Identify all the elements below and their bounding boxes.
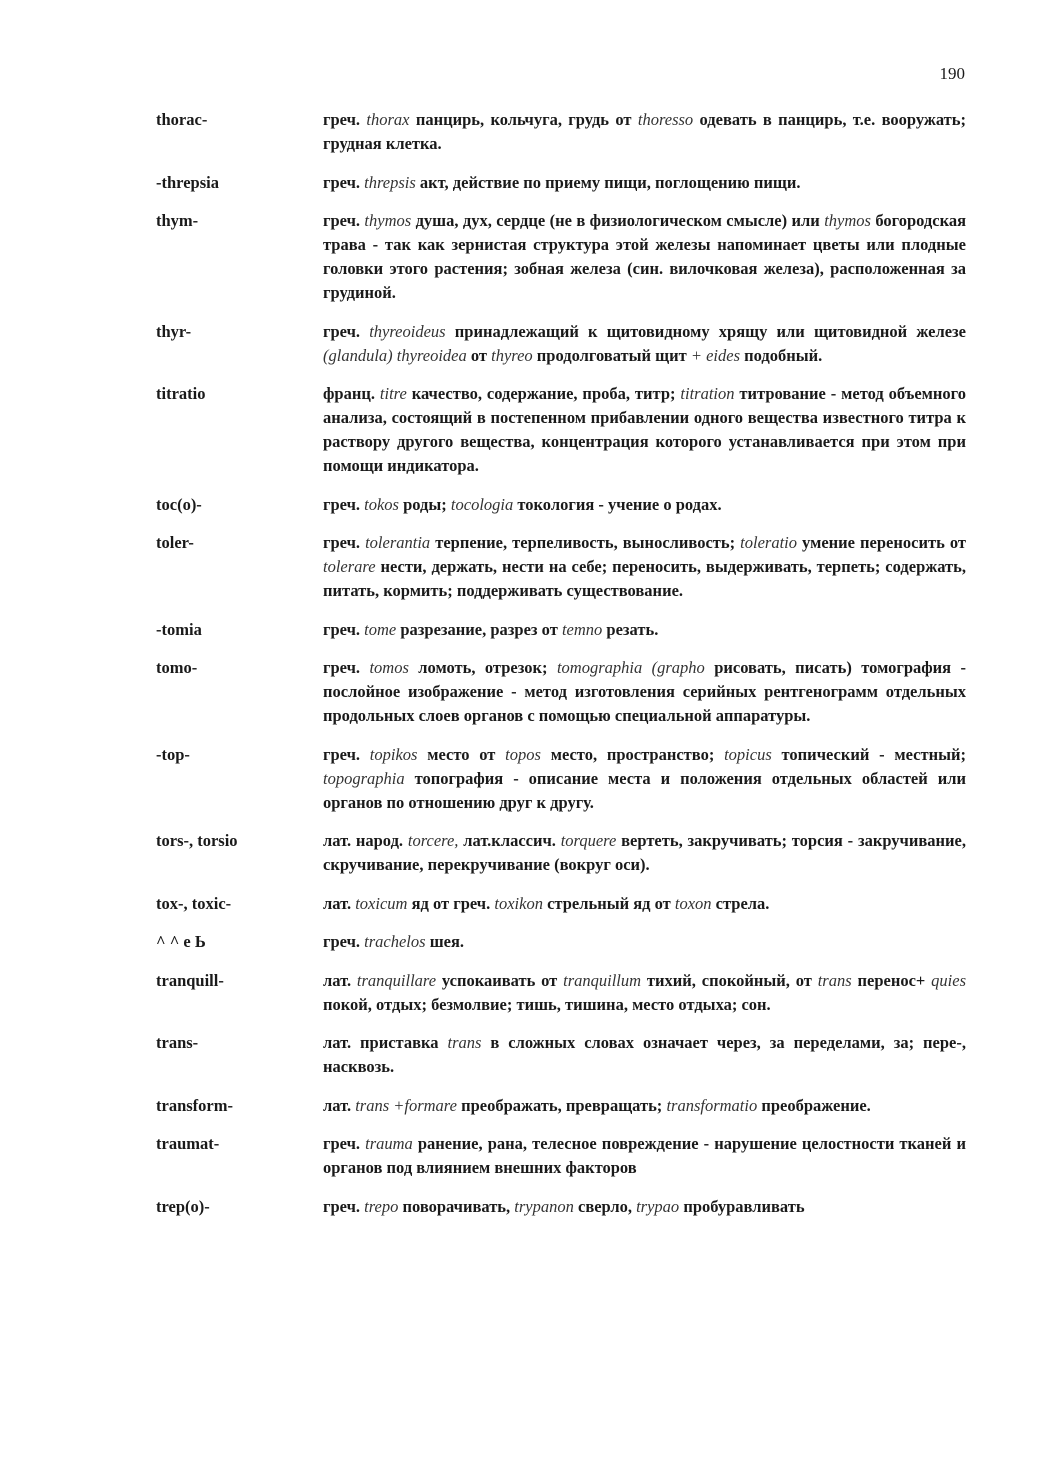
- dictionary-entry: [156, 829, 966, 877]
- definition-text: от: [466, 345, 492, 365]
- definition-text: место от: [417, 744, 506, 764]
- definition-text: греч.: [323, 744, 370, 764]
- definition-text: титрование - метод объемного анализа, состоящий в постепенном прибавлении одного вещества известного титра к раствору другого вещества, концентрация которого устанавливается при этом при помощи индикатора.: [323, 384, 967, 475]
- definition-etymon: trepo: [364, 1196, 399, 1216]
- entry-definition: [323, 171, 966, 195]
- definition-text: греч.: [323, 494, 365, 514]
- definition-etymon: tolerantia: [365, 533, 431, 552]
- definition-etymon: thymos: [364, 211, 412, 230]
- definition-etymon: trans +formare: [355, 1095, 457, 1115]
- page-number: 190: [939, 64, 965, 83]
- dictionary-entry: [156, 618, 966, 642]
- definition-text: шея.: [425, 932, 464, 951]
- definition-text: греч.: [323, 932, 365, 951]
- definition-text: одевать в панцирь, т.е. вооружать; грудная клетка.: [323, 110, 966, 153]
- entry-definition: [323, 1031, 966, 1079]
- entry-definition: [323, 493, 966, 517]
- definition-etymon: topicus: [724, 744, 772, 764]
- definition-text: умение переносить от: [797, 533, 966, 552]
- definition-text: продолговатый щит: [532, 345, 691, 365]
- definition-etymon: thyreoideus: [369, 321, 446, 341]
- entry-definition: [323, 743, 966, 815]
- definition-text: тихий, спокойный, от: [641, 970, 818, 990]
- definition-etymon: thyreo: [491, 345, 533, 365]
- dictionary-entry: [156, 1031, 966, 1079]
- definition-text: греч.: [323, 110, 367, 129]
- entry-term: thym-: [156, 211, 199, 230]
- definition-text: лат.: [323, 970, 357, 990]
- definition-etymon: titre: [379, 384, 407, 403]
- definition-text: греч.: [323, 1196, 365, 1216]
- definition-text: поворачивать,: [398, 1196, 515, 1216]
- definition-text: вертеть, закручивать; торсия - закручивание, скручивание, перекручивание (вокруг оси).: [323, 831, 966, 874]
- definition-text: лат. народ.: [323, 831, 408, 850]
- definition-text: стрела.: [711, 893, 770, 913]
- definition-text: греч.: [323, 619, 365, 639]
- dictionary-entry: [156, 969, 966, 1017]
- entry-definition: [323, 1094, 966, 1118]
- definition-etymon: trypanon: [514, 1196, 574, 1216]
- dictionary-entry: [156, 1094, 966, 1118]
- entry-term: toler-: [156, 533, 194, 552]
- definition-text: панцирь, кольчуга, грудь от: [409, 110, 638, 129]
- definition-text: топический - местный;: [771, 744, 966, 764]
- definition-etymon: torquere: [560, 831, 617, 850]
- definition-text: ранение, рана, телесное повреждение - нарушение целостности тканей и органов под влиянием внешних факторов: [323, 1134, 966, 1177]
- definition-text: подобный.: [740, 345, 823, 365]
- entry-definition: [323, 969, 966, 1017]
- definition-text: греч.: [323, 658, 370, 677]
- definition-text: лат.классич.: [458, 831, 561, 850]
- dictionary-entry: [156, 209, 966, 305]
- definition-text: топография - описание места и положения отдельных областей или органов по отношению друг к другу.: [323, 768, 966, 812]
- definition-etymon: threpsis: [364, 172, 416, 192]
- definition-etymon: (glandula) thyreoidea: [323, 345, 467, 365]
- entry-term: ^ ^ e Ь: [156, 932, 206, 951]
- definition-text: лат.: [323, 893, 356, 913]
- definition-etymon: tranquillum: [563, 970, 642, 990]
- entry-definition: [323, 1132, 966, 1180]
- entry-term: thorac-: [156, 110, 208, 129]
- definition-etymon: titration: [680, 384, 735, 403]
- entry-definition: [323, 618, 966, 642]
- definition-text: место, пространство;: [540, 744, 725, 764]
- dictionary-entry: [156, 656, 966, 728]
- entry-term: traumat-: [156, 1134, 220, 1153]
- entry-term: trep(o)-: [156, 1196, 210, 1216]
- definition-text: франц.: [323, 384, 380, 403]
- definition-text: греч.: [323, 211, 365, 230]
- definition-text: стрельный яд от: [542, 893, 675, 913]
- definition-etymon: toxicum: [355, 893, 408, 913]
- definition-text: греч.: [323, 321, 370, 341]
- definition-etymon: toxikon: [494, 893, 543, 913]
- definition-text: акт, действие по приему пищи, поглощению пищи.: [415, 172, 801, 192]
- definition-etymon: torcere,: [407, 831, 459, 850]
- entry-term: -threpsia: [156, 172, 219, 192]
- definition-etymon: thoresso: [637, 110, 694, 129]
- definition-text: разрезание, разрез от: [396, 619, 562, 639]
- entry-term: tranquill-: [156, 970, 224, 990]
- definition-etymon: toxon: [674, 893, 712, 913]
- definition-etymon: topos: [505, 744, 541, 764]
- entry-term: tors-, torsio: [156, 831, 238, 850]
- entry-term: tomo-: [156, 658, 198, 677]
- entry-definition: [323, 892, 966, 916]
- definition-etymon: toleratio: [740, 533, 797, 552]
- entry-term: toc(o)-: [156, 494, 202, 514]
- dictionary-entry: [156, 320, 966, 368]
- definition-etymon: topikos: [369, 744, 418, 764]
- definition-etymon: tokos: [364, 494, 399, 514]
- definition-etymon: trachelos: [364, 932, 426, 951]
- dictionary-entry: [156, 382, 966, 478]
- definition-text: лат.: [323, 1095, 356, 1115]
- definition-text: душа, дух, сердце (не в физиологическом смысле) или: [411, 211, 825, 230]
- dictionary-entry: [156, 531, 966, 603]
- definition-text: лат. приставка: [323, 1033, 448, 1052]
- entry-definition: [323, 382, 966, 478]
- dictionary-entry: [156, 493, 966, 517]
- definition-etymon: quies: [931, 970, 966, 990]
- entry-definition: [323, 656, 966, 728]
- definition-text: греч.: [323, 172, 365, 192]
- definition-etymon: trans: [817, 970, 852, 990]
- definition-etymon: temno: [561, 619, 603, 639]
- definition-text: пробуравливать: [679, 1196, 805, 1216]
- entry-definition: [323, 829, 966, 877]
- entry-term: titratio: [156, 384, 206, 403]
- definition-text: нести, держать, нести на себе; переносить, выдерживать, терпеть; содержать, питать, кормить; поддерживать существование.: [323, 557, 966, 600]
- dictionary-entry: [156, 743, 966, 815]
- entry-definition: [323, 320, 966, 368]
- definition-text: греч.: [323, 1134, 366, 1153]
- entry-term: trans-: [156, 1033, 199, 1052]
- dictionary-entry: [156, 930, 966, 954]
- dictionary-entry: [156, 1195, 966, 1219]
- definition-etymon: trypao: [636, 1196, 680, 1216]
- definition-text: сверло,: [573, 1196, 637, 1216]
- entry-definition: [323, 209, 966, 305]
- definition-text: рисовать, писать) томография - послойное изображение - метод изготовления серийных рентгенограмм отдельных продольных слоев органов с помощью специальной аппаратуры.: [323, 658, 967, 725]
- definition-text: преображать, превращать;: [456, 1095, 667, 1115]
- definition-text: терпение, терпеливость, выносливость;: [430, 533, 741, 552]
- definition-etymon: + eides: [690, 345, 741, 365]
- definition-etymon: trauma: [365, 1134, 413, 1153]
- definition-etymon: thorax: [366, 110, 410, 129]
- definition-text: качество, содержание, проба, титр;: [406, 384, 681, 403]
- definition-text: успокаивать от: [436, 970, 564, 990]
- definition-text: греч.: [323, 533, 366, 552]
- definition-text: токология - учение о родах.: [513, 494, 722, 514]
- definition-etymon: transformatio: [666, 1095, 758, 1115]
- entry-definition: [323, 930, 966, 954]
- dictionary-entry: [156, 108, 966, 156]
- definition-etymon: tome: [364, 619, 397, 639]
- definition-text: перенос+: [851, 970, 932, 990]
- definition-etymon: tomos: [369, 658, 409, 677]
- definition-etymon: tranquillare: [356, 970, 437, 990]
- entry-term: -tomia: [156, 619, 202, 639]
- definition-etymon: tomographia (grapho: [556, 658, 705, 677]
- definition-text: резать.: [602, 619, 659, 639]
- definition-etymon: topographia: [323, 768, 405, 788]
- definition-text: принадлежащий к щитовидному хрящу или щитовидной железе: [445, 321, 966, 341]
- entry-definition: [323, 108, 966, 156]
- definition-text: преображение.: [757, 1095, 871, 1115]
- dictionary-entry: [156, 171, 966, 195]
- definition-text: яд от греч.: [407, 893, 495, 913]
- definition-etymon: thymos: [824, 211, 871, 230]
- entry-term: tox-, toxic-: [156, 893, 232, 913]
- definition-text: богородская трава - так как зернистая структура этой железы напоминает цветы или плодные головки этого растения; зобная железа (син. вилочковая железа), расположенная за грудиной.: [323, 211, 967, 302]
- entry-term: transform-: [156, 1095, 233, 1115]
- entry-term: thyr-: [156, 321, 192, 341]
- definition-etymon: trans: [447, 1033, 482, 1052]
- definition-etymon: tolerare: [323, 557, 376, 576]
- definition-text: покой, отдых; безмолвие; тишь, тишина, место отдыха; сон.: [323, 994, 771, 1014]
- dictionary-entry: [156, 1132, 966, 1180]
- dictionary-entry: [156, 892, 966, 916]
- entry-term: -top-: [156, 744, 190, 764]
- definition-text: в сложных словах означает через, за переделами, за; пере-, насквозь.: [323, 1033, 967, 1076]
- entry-definition: [323, 1195, 966, 1219]
- definition-text: роды;: [398, 494, 451, 514]
- definition-text: ломоть, отрезок;: [408, 658, 557, 677]
- definition-etymon: tocologia: [450, 494, 514, 514]
- entry-definition: [323, 531, 966, 603]
- dictionary-entries: [156, 108, 966, 1233]
